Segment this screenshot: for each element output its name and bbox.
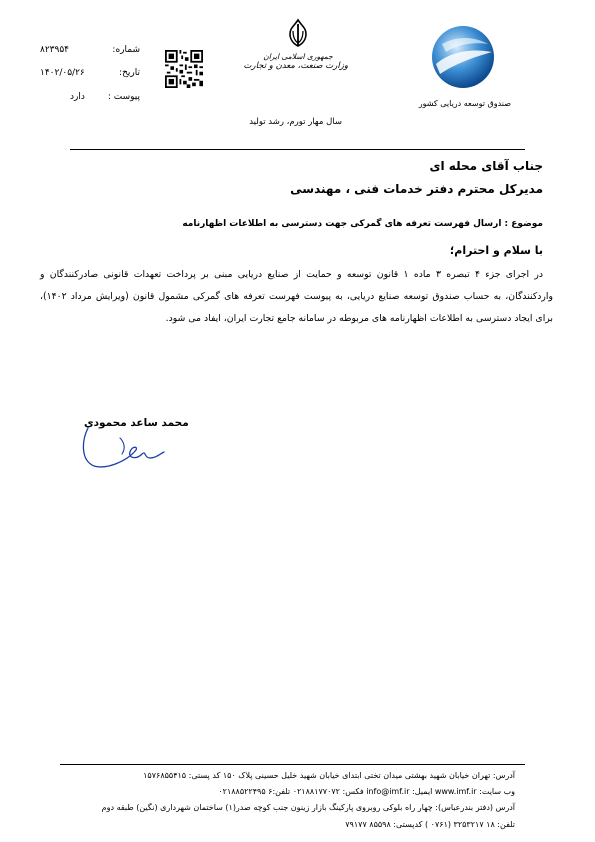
footer-contact: وب سایت: www.imf.ir ایمیل: info@imf.ir فکس: ۰۲۱۸۸۱۷۷۰۷۲ تلفن:۶ ۰۲۱۸۸۵۲۲۴۹۵ xyxy=(218,787,515,796)
footer-address-bandarabbas: آدرس (دفتر بندرعباس): چهار راه بلوکی روبروی پارکینگ بازار زینون جنب کوچه صدر(۱) ساختمان شهرداری (نگین) طبقه دوم xyxy=(101,803,515,812)
letter-subject: موضوع : ارسال فهرست تعرفه های گمرکی جهت دسترسی به اطلاعات اظهارنامه xyxy=(182,219,543,229)
ministry-header xyxy=(243,18,348,71)
signatory-name: محمد ساعد محمودی xyxy=(84,417,189,429)
ministry-line-1: جمهوری اسلامی ایران xyxy=(263,52,333,61)
letter-attachment-label: پیوست : xyxy=(107,92,140,102)
footer-divider xyxy=(60,764,525,765)
qr-code-icon xyxy=(165,50,203,88)
letter-body: در اجرای جزء ۴ تبصره ۳ ماده ۱ قانون توسعه و حمایت از صنایع دریایی مبنی بر پرداخت تعهدات قانونی صادرکنندگان و واردکنندگان، به حساب صندوق توسعه صنایع دریایی، به پیوست فهرست تعرفه های گمرکی مشمول قانون (ویرایش مرداد ۱۴۰۲)، برای ایجاد دسترسی به اطلاعات اظهارنامه های مربوطه در سامانه جامع تجارت ایران، ایفاد می شود. xyxy=(40,269,553,324)
fund-logo-icon xyxy=(428,22,498,92)
fund-name: صندوق توسعه دریایی کشور xyxy=(418,99,511,108)
letter-number xyxy=(40,45,140,59)
iran-emblem-icon xyxy=(285,18,311,48)
footer-address-tehran: آدرس: تهران خیابان شهید بهشتی میدان تختی ابتدای خیابان شهید خلیل حسینی پلاک ۱۵۰ کد پستی: ۱۵۷۶۸۵۵۴۱۵ xyxy=(143,771,515,780)
letter-date-value: ۱۴۰۲/۰۵/۲۶ xyxy=(40,68,85,78)
letter-date xyxy=(40,68,140,82)
addressee-name: جناب آقای محله ای xyxy=(429,159,543,173)
letter-attachment xyxy=(70,92,140,106)
footer-phone-postal: تلفن: ۱۸ ۳۲۵۳۲۱۷ (۰۷۶۱ ) کدپستی: ۸۵۵۹۸ ۷۹۱۷۷ xyxy=(345,820,515,829)
letter-attachment-value: دارد xyxy=(70,92,85,102)
greeting: با سلام و احترام؛ xyxy=(449,244,543,257)
letter-number-label: شماره: xyxy=(112,45,140,55)
letter-number-value: ۸۲۳۹۵۴ xyxy=(40,45,70,55)
addressee-title: مدیرکل محترم دفتر خدمات فنی ، مهندسی xyxy=(290,182,543,196)
header-divider xyxy=(70,149,525,150)
letter-date-label: تاریخ: xyxy=(119,68,140,78)
handwritten-signature-icon xyxy=(80,408,180,478)
ministry-line-2: وزارت صنعت، معدن و تجارت xyxy=(243,61,348,71)
year-motto: سال مهار تورم، رشد تولید xyxy=(249,117,342,127)
